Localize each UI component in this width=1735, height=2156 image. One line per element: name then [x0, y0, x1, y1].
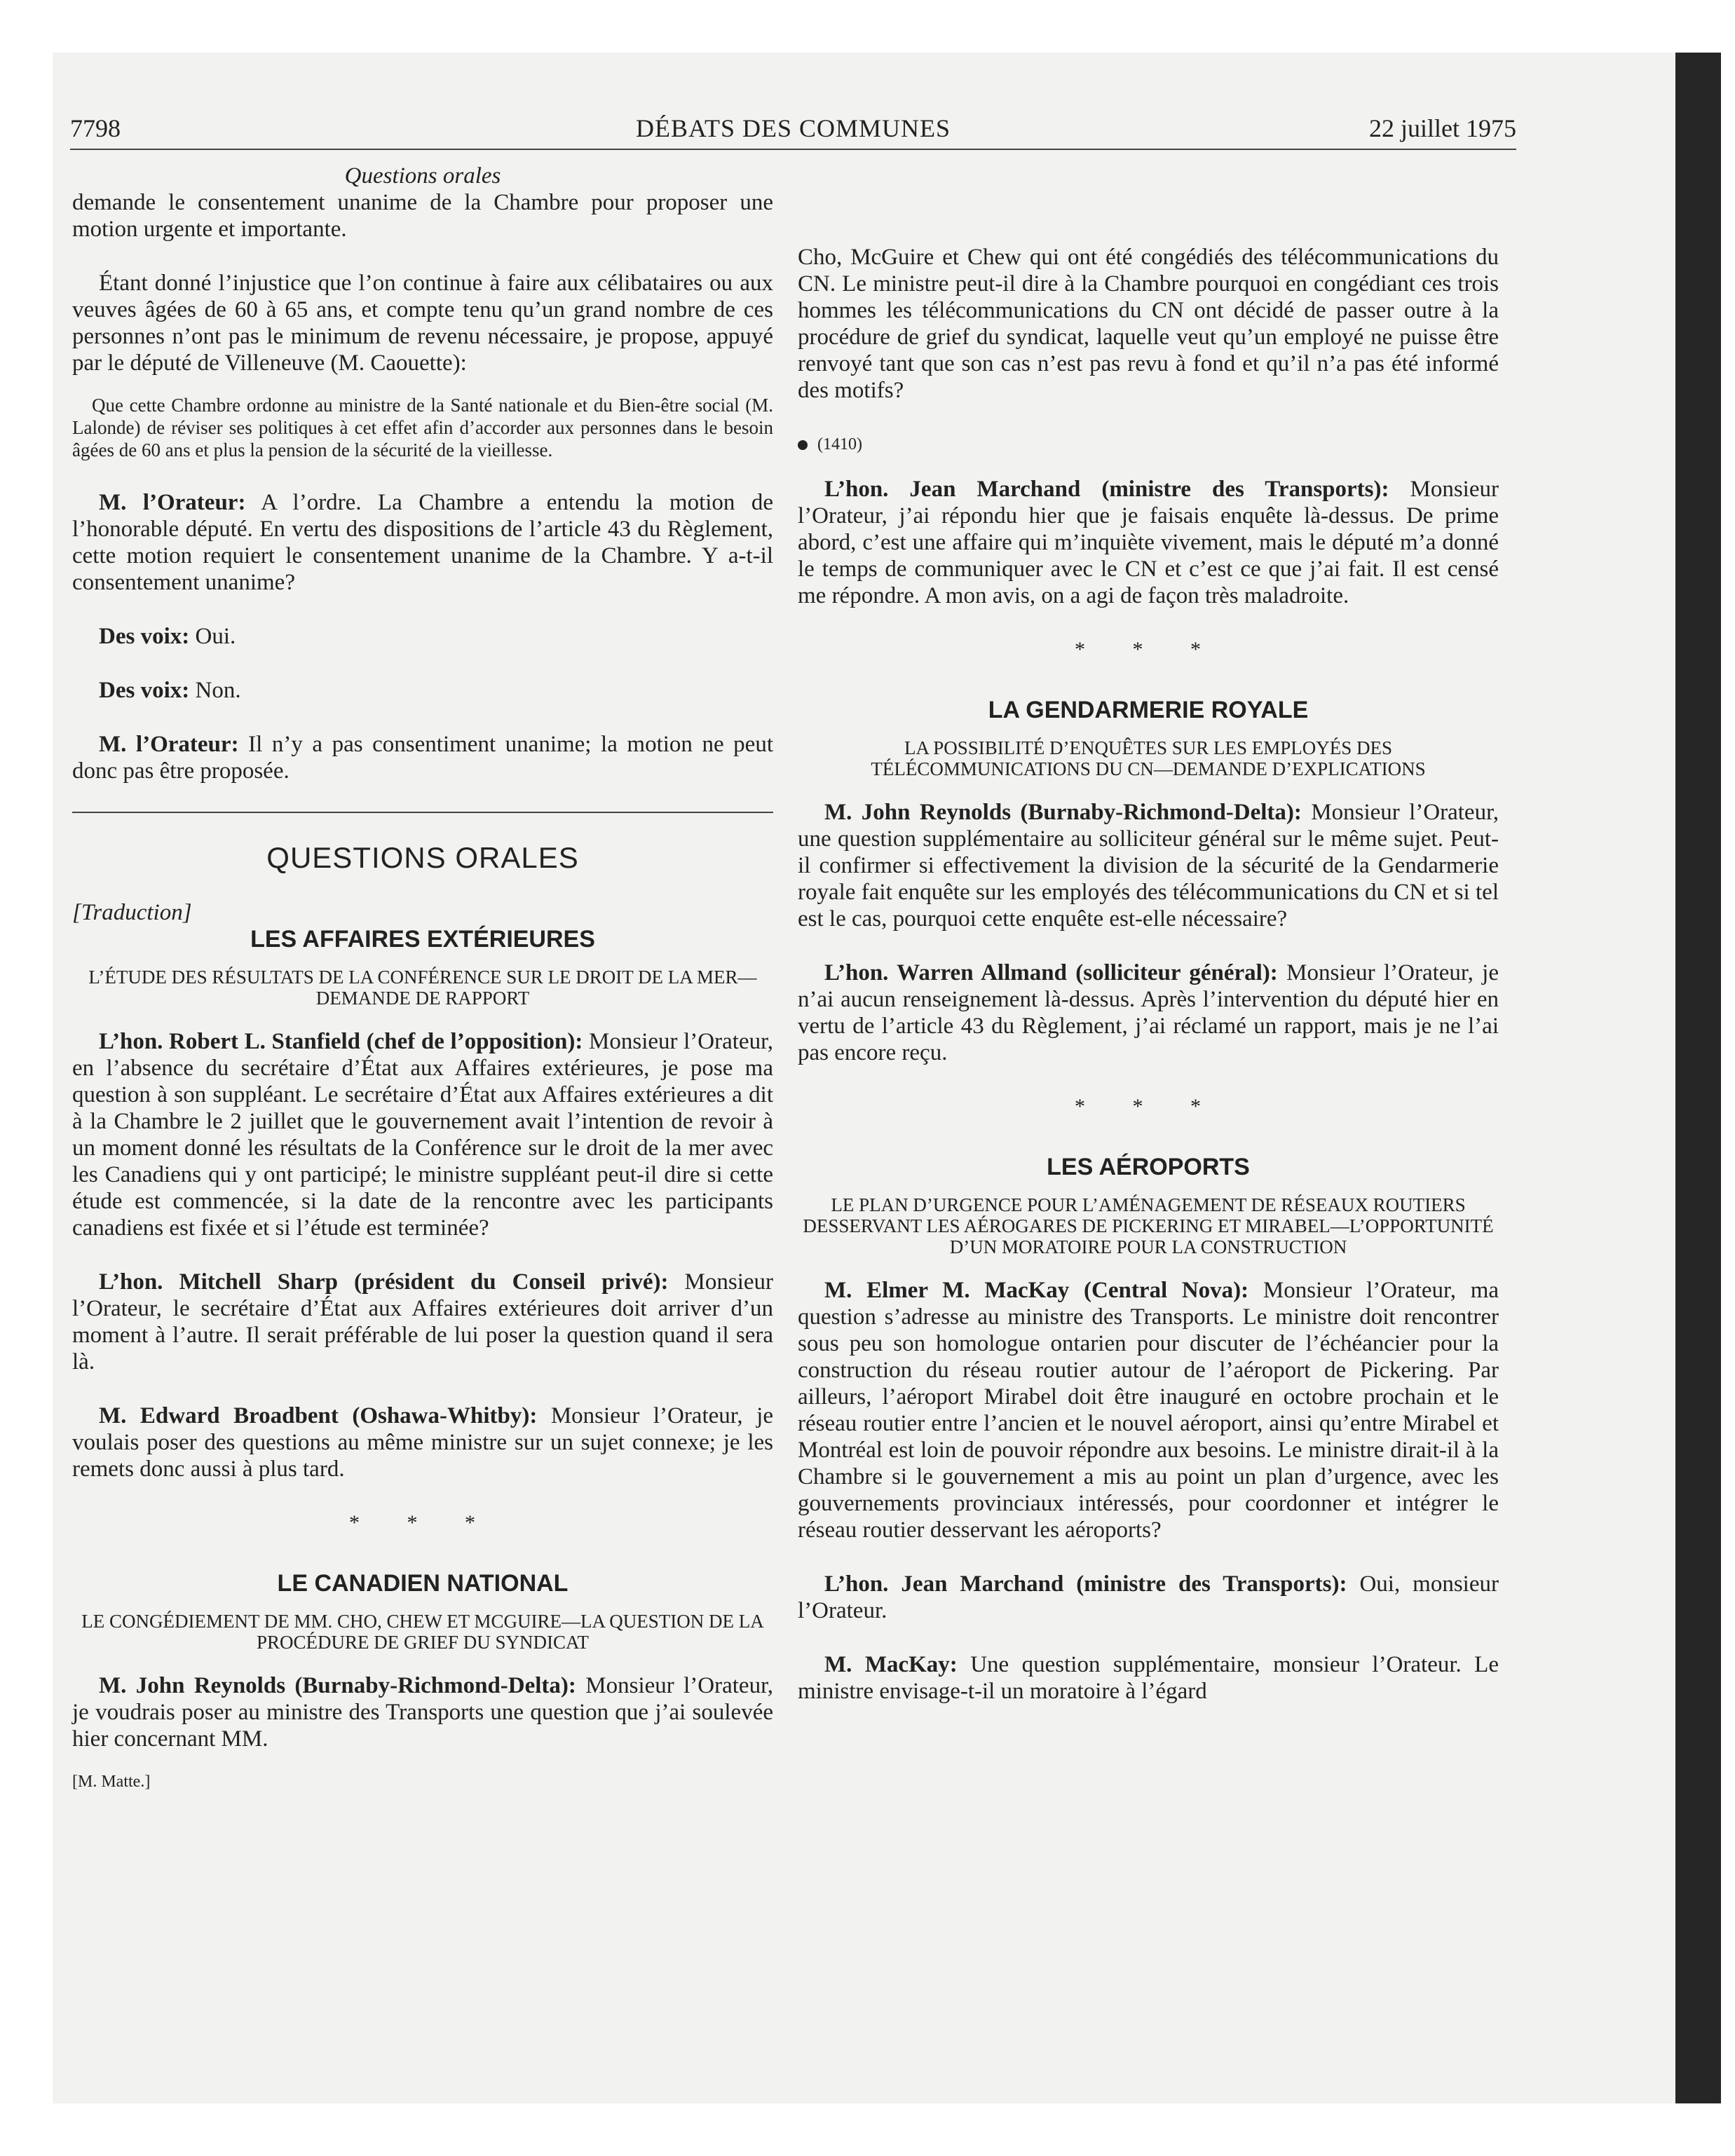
speaker-name: L’hon. Robert L. Stanfield (chef de l’opposition):: [99, 1029, 583, 1054]
speech-text: Il n’y a pas consentiment unanime; la motion ne peut donc pas être proposée.: [72, 732, 773, 784]
topic-heading: LES AFFAIRES EXTÉRIEURES: [250, 926, 595, 953]
page-header: [70, 107, 1516, 150]
speech-text: Une question supplémentaire, monsieur l’Orateur. Le ministre envisage-t-il un moratoire à l’égard: [798, 1652, 1499, 1704]
speech-text: Monsieur l’Orateur, je voudrais poser au ministre des Transports une question que j’ai soulevée hier concernant MM.: [72, 1673, 773, 1752]
speech: [72, 1403, 773, 1482]
speaker-name: L’hon. Jean Marchand (ministre des Transports):: [824, 1571, 1347, 1597]
speech: [72, 623, 773, 650]
speech: [798, 1571, 1499, 1624]
speech: [72, 1269, 773, 1375]
speaker-name: M. Edward Broadbent (Oshawa-Whitby):: [99, 1403, 538, 1428]
speaker-name: Des voix:: [99, 678, 190, 703]
speech: [72, 677, 773, 704]
speech: [72, 489, 773, 596]
speech: [72, 1028, 773, 1241]
speaker-name: M. MacKay:: [824, 1652, 958, 1677]
speech: [798, 476, 1499, 609]
paragraph: Cho, McGuire et Chew qui ont été congédiés des télécommunications du CN. Le ministre peut-il dire à la Chambre pourquoi en congédiant ces trois hommes les télécommunications du CN ont décidé de passer outre à la procédure de grief du syndicat, laquelle veut qu’un employé ne puisse être renvoyé tant que son cas n’est pas revu à fond et qu’il n’a pas été informé des motifs?: [798, 245, 1499, 403]
bullet-dot-icon: [798, 440, 808, 450]
speech: [798, 960, 1499, 1066]
speech-text: Monsieur l’Orateur, ma question s’adresse au ministre des Transports. Le ministre doit rencontrer sous peu son homologue ontarien pour discuter de l’échéancier pour la construction du réseau routier autour de l’aéroport de Pickering. Par ailleurs, l’aéroport Mirabel doit être inauguré en octobre prochain et le réseau routier entre l’ancien et le nouvel aéroport, ainsi qu’entre Mirabel et Montréal est loin de pouvoir répondre aux besoins. Le ministre dirait-il à la Chambre si le gouvernement a mis au point un plan d’urgence, avec les gouvernements provinciaux intéressés, pour coordonner et intégrer le réseau routier desservant les aéroports?: [798, 1278, 1499, 1543]
speech-text: Monsieur l’Orateur, je n’ai aucun renseignement là-dessus. Après l’intervention du député hier en vertu de l’article 43 du Règlement, j’ai réclamé un rapport, mais je ne l’ai pas encore reçu.: [798, 960, 1499, 1065]
page-number: 7798: [70, 114, 121, 142]
section-stars: * * *: [1075, 638, 1222, 661]
speaker-name: M. l’Orateur:: [99, 732, 239, 757]
topic-subheading: L’ÉTUDE DES RÉSULTATS DE LA CONFÉRENCE SUR LE DROIT DE LA MER—DEMANDE DE RAPPORT: [88, 967, 757, 1009]
speech-text: Oui.: [195, 624, 236, 649]
topic-subheading: LE PLAN D’URGENCE POUR L’AMÉNAGEMENT DE RÉSEAUX ROUTIERS DESSERVANT LES AÉROGARES DE PICKERING ET MIRABEL—L’OPPORTUNITÉ D’UN MORATOIRE POUR LA CONSTRUCTION: [803, 1194, 1494, 1257]
speech: [72, 731, 773, 784]
motion-quote: Que cette Chambre ordonne au ministre de la Santé nationale et du Bien-être social (M. Lalonde) de réviser ses politiques à cet effet afin d’accorder aux personnes dans le besoin âgées de 60 ans et plus la pension de la sécurité de la vieillesse.: [72, 395, 773, 460]
speaker-name: L’hon. Mitchell Sharp (président du Conseil privé):: [99, 1269, 669, 1295]
time-marker: [798, 431, 1499, 458]
paragraph: demande le consentement unanime de la Chambre pour proposer une motion urgente et importante.: [72, 190, 773, 242]
speech: [798, 1277, 1499, 1543]
speech-text: Oui, monsieur l’Orateur.: [798, 1571, 1499, 1623]
section-stars: * * *: [1075, 1095, 1222, 1118]
speaker-name: M. Elmer M. MacKay (Central Nova):: [824, 1278, 1249, 1303]
topic-subheading: LE CONGÉDIEMENT DE MM. CHO, CHEW ET MCGUIRE—LA QUESTION DE LA PROCÉDURE DE GRIEF DU SYNDICAT: [81, 1611, 764, 1653]
speaker-name: Des voix:: [99, 624, 190, 649]
topic-heading: LES AÉROPORTS: [1047, 1154, 1250, 1180]
speaker-name: L’hon. Warren Allmand (solliciteur général):: [824, 960, 1278, 985]
journal-title: DÉBATS DES COMMUNES: [635, 114, 951, 142]
topic-subheading: LA POSSIBILITÉ D’ENQUÊTES SUR LES EMPLOYÉS DES TÉLÉCOMMUNICATIONS DU CN—DEMANDE D’EXPLICATIONS: [871, 737, 1426, 779]
speech-text: Monsieur l’Orateur, une question supplémentaire au solliciteur général sur le même sujet. Peut-il confirmer si effectivement la division de la sécurité de la Gendarmerie royale fait enquête sur les employés des télécommunications du CN et si tel est le cas, pourquoi cette enquête est-elle nécessaire?: [798, 800, 1499, 932]
topic-heading: LE CANADIEN NATIONAL: [277, 1570, 569, 1597]
topic-heading: LA GENDARMERIE ROYALE: [988, 697, 1309, 723]
section-divider: [72, 812, 773, 813]
section-stars: * * *: [349, 1511, 496, 1534]
header-date: 22 juillet 1975: [1369, 114, 1516, 142]
speaker-name: M. John Reynolds (Burnaby-Richmond-Delta):: [824, 800, 1302, 825]
speech-text: Monsieur l’Orateur, j’ai répondu hier que je faisais enquête là-dessus. De prime abord, c’est une affaire qui m’inquiète vivement, mais le député m’a donné le temps de communiquer avec le CN et c’est ce que j’ai fait. Il est censé me répondre. A mon avis, on a agi de façon très maladroite.: [798, 477, 1499, 608]
time-marker-text: (1410): [817, 435, 862, 453]
paragraph: Étant donné l’injustice que l’on continue à faire aux célibataires ou aux veuves âgées de 60 à 65 ans, et compte tenu qu’un grand nombre de ces personnes n’ont pas le minimum de revenu nécessaire, je propose, appuyé par le député de Villeneuve (M. Caouette):: [72, 271, 773, 376]
speech-text: Monsieur l’Orateur, en l’absence du secrétaire d’État aux Affaires extérieures, je pose ma question à son suppléant. Le secrétaire d’État aux Affaires extérieures a dit à la Chambre le 2 juillet que le gouvernement avait l’intention de revoir à un moment donné les résultats de la Conférence sur le droit de la mer avec les Canadiens qui y ont participé; le ministre suppléant peut-il dire si cette étude est commencée, si la date de la rencontre avec les participants canadiens est fixée et si l’étude est terminée?: [72, 1029, 774, 1241]
running-head: Questions orales: [344, 163, 501, 189]
section-title: QUESTIONS ORALES: [266, 841, 579, 874]
speech-text: Monsieur l’Orateur, je voulais poser des questions au même ministre sur un sujet connexe; je les remets donc aussi à plus tard.: [72, 1403, 773, 1482]
footnote: [M. Matte.]: [72, 1773, 151, 1791]
left-column: [72, 163, 773, 1822]
speech: [72, 1672, 773, 1752]
speech: [798, 799, 1499, 932]
scan-edge-shadow: [1675, 53, 1721, 2103]
speaker-name: M. John Reynolds (Burnaby-Richmond-Delta):: [99, 1673, 576, 1698]
translation-note: [Traduction]: [72, 900, 192, 925]
speech: [798, 1651, 1499, 1705]
speech-text: Monsieur l’Orateur, le secrétaire d’État aux Affaires extérieures doit arriver d’un moment à l’autre. Il serait préférable de lui poser la question quand il sera là.: [72, 1269, 774, 1374]
speaker-name: L’hon. Jean Marchand (ministre des Transports):: [824, 477, 1389, 502]
speaker-name: M. l’Orateur:: [99, 490, 246, 515]
speech-text: A l’ordre. La Chambre a entendu la motion de l’honorable député. En vertu des dispositions de l’article 43 du Règlement, cette motion requiert le consentement unanime de la Chambre. Y a-t-il consentement unanime?: [72, 490, 774, 595]
speech-text: Non.: [195, 678, 241, 703]
right-column: [798, 163, 1499, 1732]
